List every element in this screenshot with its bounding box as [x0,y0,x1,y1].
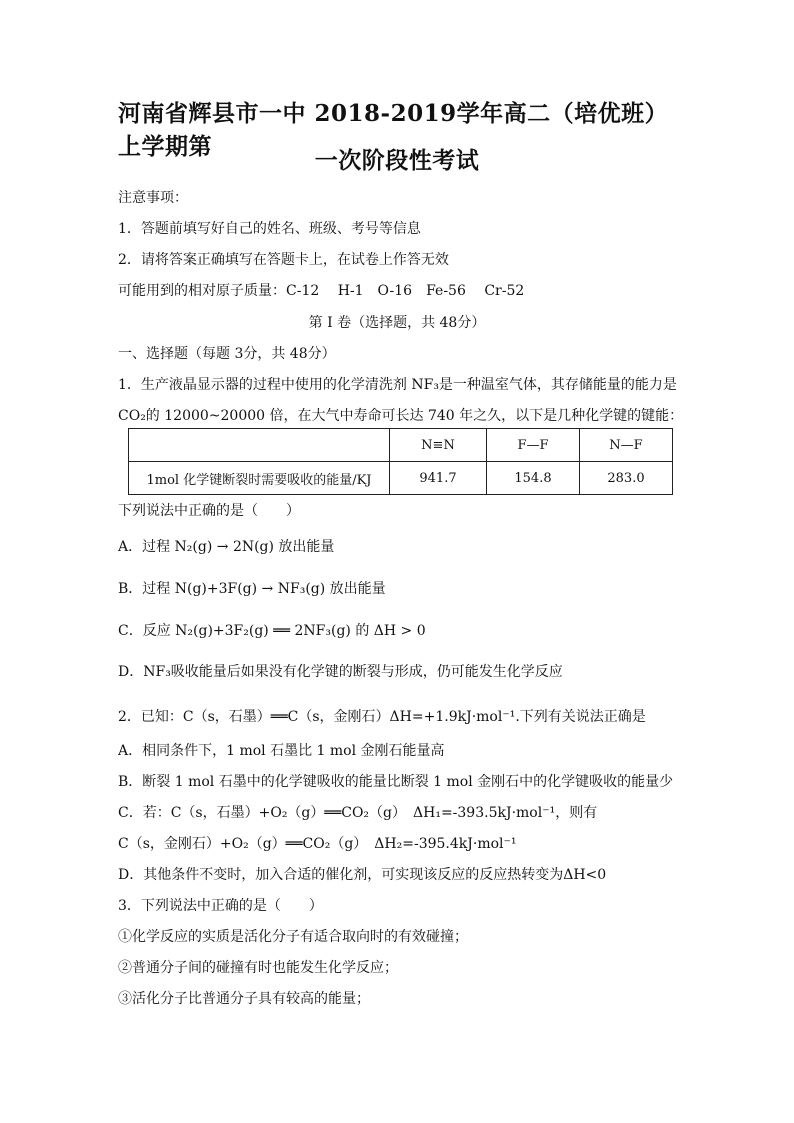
notice-item-1: 1．答题前填写好自己的姓名、班级、考号等信息 [118,221,421,237]
table-header-row [129,429,673,462]
title-line-2: 一次阶段性考试 [314,147,480,174]
question-1-option-c: C．反应 N₂(g)+3F₂(g) ══ 2NF₃(g) 的 ΔH > 0 [118,623,426,639]
table-cell: 941.7 [390,462,487,495]
question-3-stem: 3．下列说法中正确的是（ ） [118,898,323,914]
section-title: 第 I 卷（选择题，共 48分） [308,315,486,331]
notice-heading: 注意事项： [118,190,188,206]
question-1-prompt: 下列说法中正确的是（ ） [118,503,300,519]
table-cell: 283.0 [580,462,673,495]
question-2-option-c-line-2: C（s，金刚石）+O₂（g）══CO₂（g） ΔH₂=-395.4kJ·mol⁻¹ [118,836,517,852]
question-2-option-d: D．其他条件不变时，加入合适的催化剂，可实现该反应的反应热转变为ΔH<0 [118,867,607,883]
question-2-option-c-line-1: C．若：C（s，石墨）+O₂（g）══CO₂（g） ΔH₁=-393.5kJ·mol⁻¹，则有 [118,805,598,821]
table-row-label: 1mol 化学键断裂时需要吸收的能量/KJ [129,462,390,495]
question-3-statement-3: ③活化分子比普通分子具有较高的能量； [118,991,370,1007]
question-1-option-b: B．过程 N(g)+3F(g) → NF₃(g) 放出能量 [118,581,386,597]
question-1-stem-line-1: 1．生产液晶显示器的过程中使用的化学清洗剂 NF₃是一种温室气体，其存储能量的能力是 [118,377,677,393]
table-cell: 154.8 [487,462,580,495]
question-2-option-a: A．相同条件下，1 mol 石墨比 1 mol 金刚石能量高 [118,743,445,759]
part-heading: 一、选择题（每题 3分，共 48分） [118,346,336,362]
question-3-statement-1: ①化学反应的实质是活化分子有适合取向时的有效碰撞； [118,929,468,945]
question-1-option-d: D．NF₃吸收能量后如果没有化学键的断裂与形成，仍可能发生化学反应 [118,664,563,680]
title-line-1: 河南省辉县市一中 2018-2019学年高二（培优班）上学期第 [118,100,669,160]
table-header-nn: N≡N [390,429,487,462]
question-2-stem: 2．已知：C（s，石墨）══C（s，金刚石）ΔH=+1.9kJ·mol⁻¹.下列有关说法正确是 [118,709,646,725]
question-1-option-a: A．过程 N₂(g) → 2N(g) 放出能量 [118,539,335,555]
question-2-option-b: B．断裂 1 mol 石墨中的化学键吸收的能量比断裂 1 mol 金刚石中的化学键吸收的能量少 [118,774,674,790]
table-header-empty [129,429,390,462]
table-row [129,462,673,495]
atomic-masses: 可能用到的相对原子质量：C-12 H-1 O-16 Fe-56 Cr-52 [118,283,525,299]
notice-item-2: 2．请将答案正确填写在答题卡上，在试卷上作答无效 [118,252,449,268]
bond-energy-table [128,428,673,495]
table-header-ff: F—F [487,429,580,462]
question-1-stem-line-2: CO₂的 12000~20000 倍，在大气中寿命可长达 740 年之久，以下是几种化学键的键能： [118,408,684,424]
question-3-statement-2: ②普通分子间的碰撞有时也能发生化学反应； [118,960,398,976]
table-header-nf: N—F [580,429,673,462]
